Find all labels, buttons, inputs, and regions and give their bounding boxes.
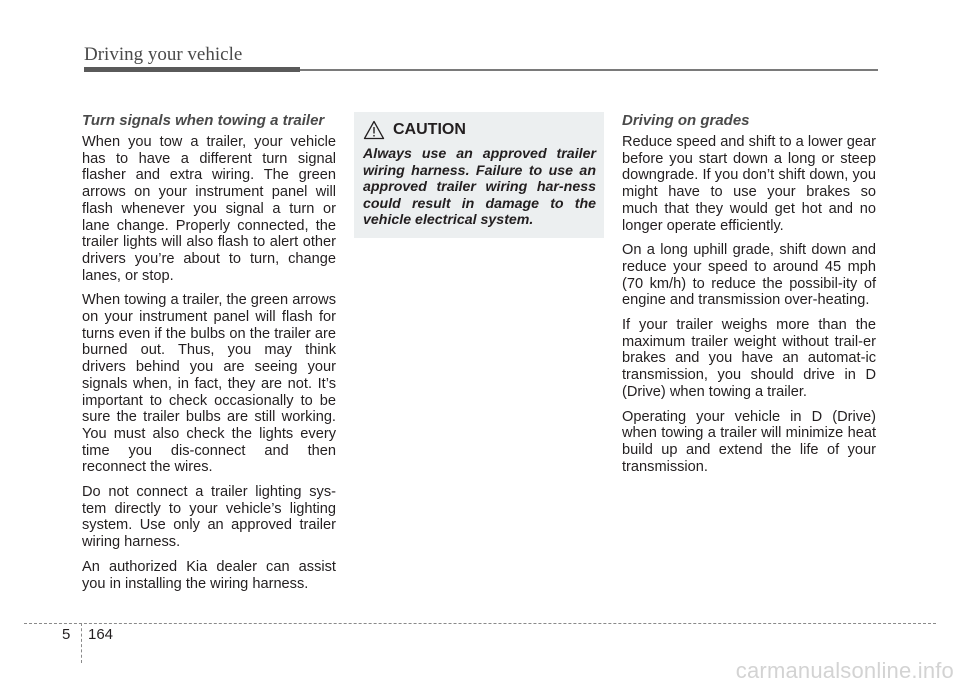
paragraph: Operating your vehicle in D (Drive) when towing a trailer will minimize heat build up and extend the life of your transmission. <box>622 408 876 475</box>
paragraph: On a long uphill grade, shift down and reduce your speed to around 45 mph (70 km/h) to reduce the possibil-ity of engine and transmission over-heating. <box>622 242 876 309</box>
chapter-title: Driving your vehicle <box>84 44 243 65</box>
header-rule-thin <box>300 69 878 71</box>
paragraph: When you tow a trailer, your vehicle has to have a different turn signal flasher and extra wiring. The green arrows on your instrument panel will flash whenever you signal a turn or lane change. Properly connected, the trailer lights will also flash to alert other drivers you’re about to turn, change lanes, or stop. <box>82 134 336 284</box>
left-column <box>82 112 336 600</box>
right-column <box>622 112 876 483</box>
paragraph: An authorized Kia dealer can assist you in installing the wiring harness. <box>82 558 336 592</box>
paragraph: When towing a trailer, the green arrows on your instrument panel will flash for turns even if the bulbs on the trailer are burned out. Thus, you may think drivers behind you are seeing your signals when, in fact, they are not. It’s important to check occasionally to be sure the trailer bulbs are still working. You must also check the lights every time you dis-connect and then reconnect the wires. <box>82 292 336 476</box>
caution-box <box>354 112 604 238</box>
section-heading-driving-on-grades: Driving on grades <box>622 112 750 129</box>
paragraph: If your trailer weighs more than the maximum trailer weight without trail-er brakes and you have an automat-ic transmission, you should drive in D (Drive) when towing a trailer. <box>622 317 876 400</box>
chapter-number: 5 <box>62 626 71 643</box>
warning-triangle-icon <box>363 120 385 140</box>
caution-title: CAUTION <box>393 121 466 138</box>
page-number: 164 <box>88 626 114 643</box>
footer-rule <box>24 623 936 624</box>
watermark: carmanualsonline.info <box>735 658 954 683</box>
caution-text: Always use an approved trailer wiring harness. Failure to use an approved trailer wiring har-ness could result in damage to the vehicle electrical system. <box>363 146 596 228</box>
paragraph: Reduce speed and shift to a lower gear before you start down a long or steep downgrade. If you don’t shift down, you might have to use your brakes so much that they would get hot and no longer operate efficiently. <box>622 134 876 234</box>
section-heading-turn-signals: Turn signals when towing a trailer <box>82 112 325 129</box>
paragraph: Do not connect a trailer lighting sys-tem directly to your vehicle’s lighting system. Use only an approved trailer wiring harness. <box>82 484 336 551</box>
footer-divider <box>81 623 82 663</box>
header-rule-thick <box>84 67 300 72</box>
caution-header <box>363 120 596 140</box>
